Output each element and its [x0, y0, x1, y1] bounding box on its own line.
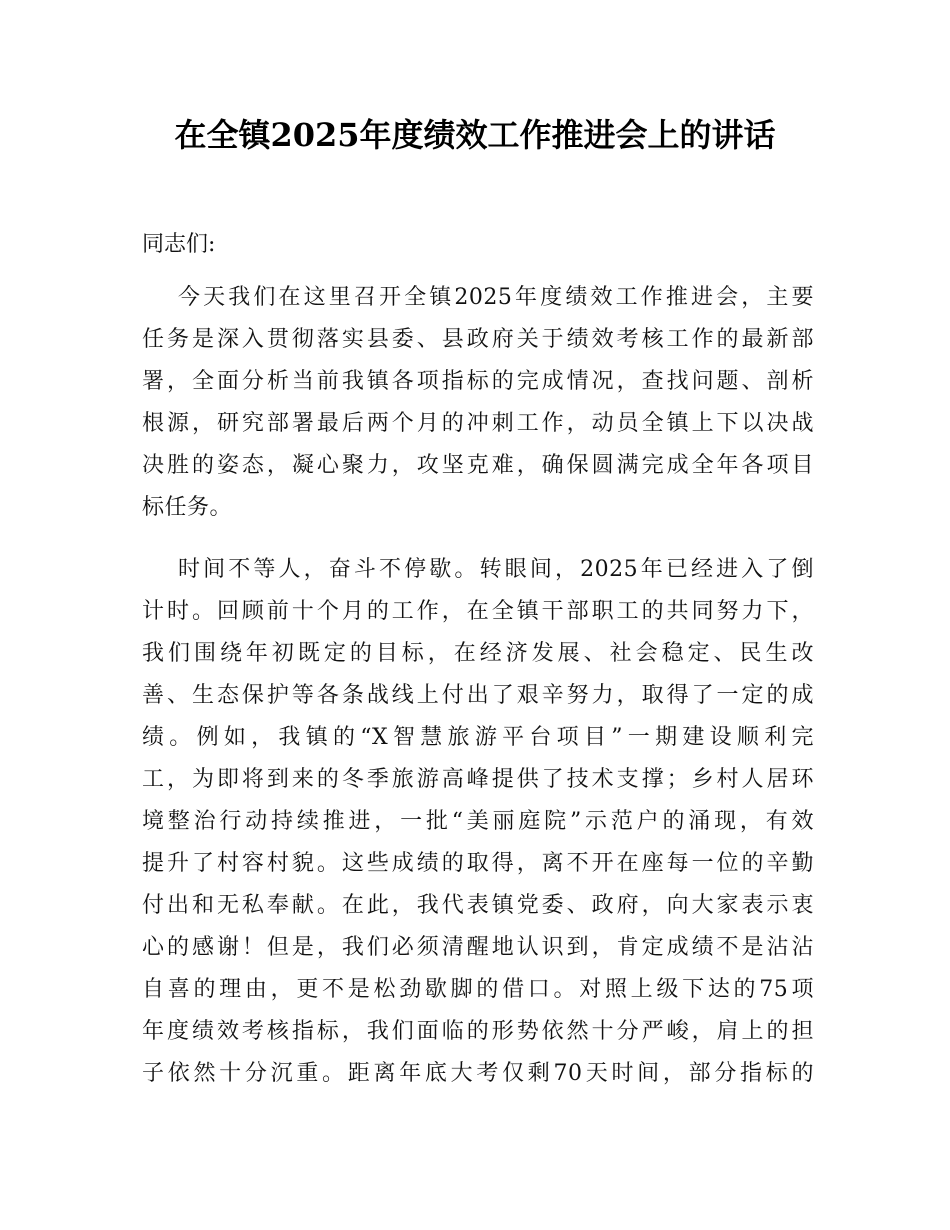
paragraph-line: 我们围绕年初既定的目标，在经济发展、社会稳定、民生改: [142, 641, 814, 666]
paragraph-line: 善、生态保护等各条战线上付出了艰辛努力，取得了一定的成: [142, 683, 814, 708]
paragraph-line: 工，为即将到来的冬季旅游高峰提供了技术支撑；乡村人居环: [142, 767, 814, 792]
paragraph-line: 提升了村容村貌。这些成绩的取得，离不开在座每一位的辛勤: [142, 851, 814, 876]
paragraph-line: 时间不等人，奋斗不停歇。转眼间，2025年已经进入了倒: [178, 557, 814, 582]
salutation: 同志们:: [142, 232, 216, 257]
paragraph-1: [142, 277, 814, 529]
paragraph-2: [142, 549, 814, 1095]
paragraph-line: 任务是深入贯彻落实县委、县政府关于绩效考核工作的最新部: [142, 327, 814, 352]
document-title: 在全镇2025年度绩效工作推进会上的讲话: [174, 116, 776, 154]
paragraph-line: 署，全面分析当前我镇各项指标的完成情况，查找问题、剖析: [142, 369, 814, 394]
paragraph-line: 自喜的理由，更不是松劲歇脚的借口。对照上级下达的75项: [142, 977, 814, 1002]
paragraph-line: 根源，研究部署最后两个月的冲刺工作，动员全镇上下以决战: [142, 411, 814, 436]
paragraph-line: 标任务。: [142, 495, 233, 520]
paragraph-line: 绩。例如，我镇的“X智慧旅游平台项目”一期建设顺利完: [142, 725, 814, 750]
paragraph-line: 境整治行动持续推进，一批“美丽庭院”示范户的涌现，有效: [142, 809, 814, 834]
paragraph-line: 子依然十分沉重。距离年底大考仅剩70天时间，部分指标的: [142, 1061, 814, 1086]
paragraph-line: 付出和无私奉献。在此，我代表镇党委、政府，向大家表示衷: [142, 893, 814, 918]
paragraph-line: 今天我们在这里召开全镇2025年度绩效工作推进会，主要: [178, 285, 814, 310]
paragraph-line: 计时。回顾前十个月的工作，在全镇干部职工的共同努力下，: [142, 599, 814, 624]
paragraph-line: 决胜的姿态，凝心聚力，攻坚克难，确保圆满完成全年各项目: [142, 453, 814, 478]
paragraph-line: 年度绩效考核指标，我们面临的形势依然十分严峻，肩上的担: [142, 1019, 814, 1044]
paragraph-line: 心的感谢！但是，我们必须清醒地认识到，肯定成绩不是沾沾: [142, 935, 814, 960]
